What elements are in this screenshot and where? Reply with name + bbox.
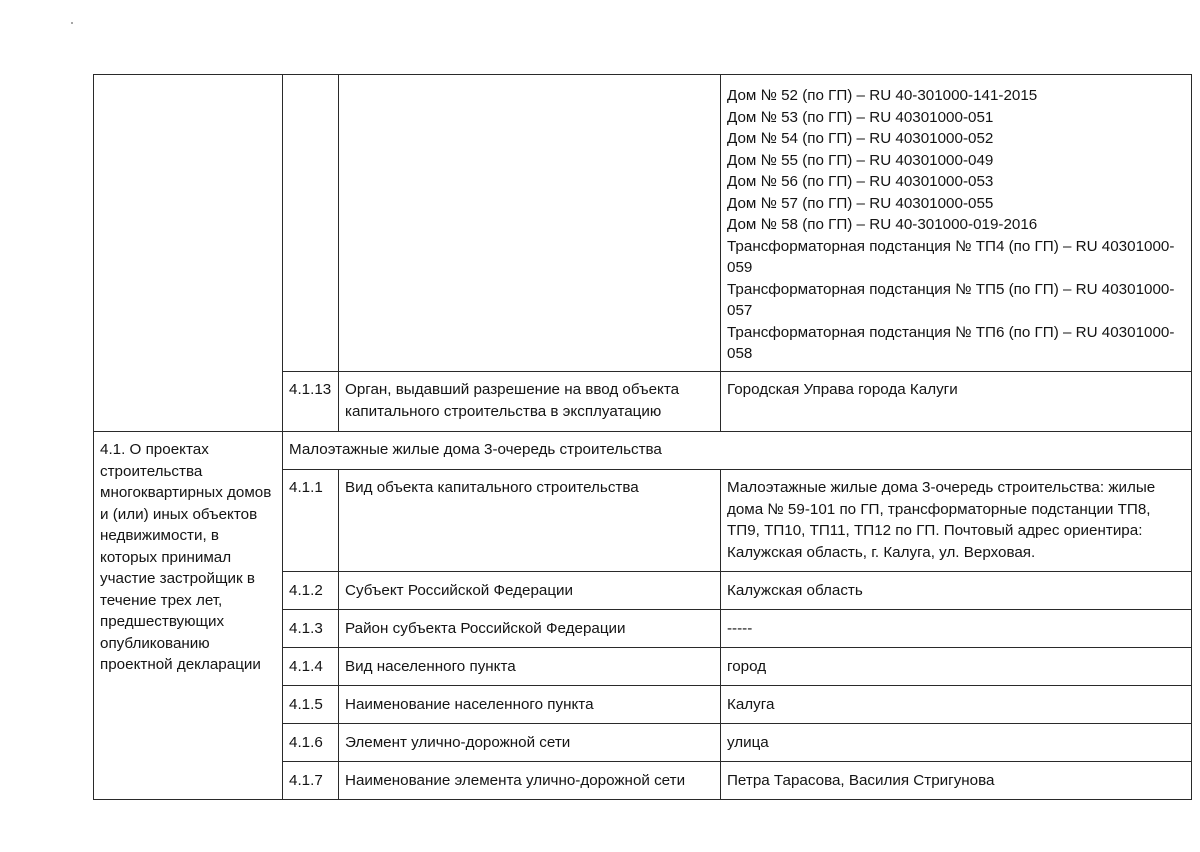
permit-item: Трансформаторная подстанция № ТП5 (по ГП) – RU 40301000-057 [727, 280, 1175, 319]
row-number: 4.1.2 [283, 572, 339, 610]
row-label: Вид объекта капитального строительства [339, 470, 721, 572]
row-label: Субъект Российской Федерации [339, 572, 721, 610]
permit-item: Трансформаторная подстанция № ТП6 (по ГП) – RU 40301000-058 [727, 323, 1175, 362]
row-value: улица [721, 724, 1192, 762]
permit-item: Трансформаторная подстанция № ТП4 (по ГП) – RU 40301000-059 [727, 237, 1175, 276]
section-title-cell [94, 432, 283, 800]
project-declaration-table [93, 74, 1192, 800]
row-value: Калужская область [721, 572, 1192, 610]
row-number: 4.1.6 [283, 724, 339, 762]
permit-item: Дом № 55 (по ГП) – RU 40301000-049 [727, 151, 994, 169]
num-cell-empty [283, 75, 339, 372]
row-value: город [721, 648, 1192, 686]
permit-item: Дом № 56 (по ГП) – RU 40301000-053 [727, 173, 994, 190]
row-label: Орган, выдавший разрешение на ввод объекта капитального строительства в эксплуатацию [339, 372, 721, 432]
permits-continuation-row [94, 75, 1192, 372]
row-label: Район субъекта Российской Федерации [339, 610, 721, 648]
row-number: 4.1.5 [283, 686, 339, 724]
row-label: Элемент улично-дорожной сети [339, 724, 721, 762]
row-value: Калуга [721, 686, 1192, 724]
row-number: 4.1.13 [283, 372, 339, 432]
row-label: Наименование населенного пункта [339, 686, 721, 724]
permit-item: Дом № 54 (по ГП) – RU 40301000-052 [727, 130, 994, 147]
project-subheader: Малоэтажные жилые дома 3-очередь строительства [283, 432, 1192, 470]
scan-speck [71, 22, 73, 24]
row-number: 4.1.4 [283, 648, 339, 686]
section-cell-empty [94, 75, 283, 432]
label-cell-empty [339, 75, 721, 372]
permit-item: Дом № 57 (по ГП) – RU 40301000-055 [727, 194, 994, 212]
section-subheader-row [94, 432, 1192, 470]
row-label: Наименование элемента улично-дорожной сети [339, 762, 721, 800]
section-title: 4.1. О проектах строительства многоквартирных домов и (или) иных объектов недвижимости, в которых принимал участие застройщик в течение трех лет, предшествующих опубликованию проектной декларации [100, 441, 272, 673]
permit-item: Дом № 58 (по ГП) – RU 40-301000-019-2016 [727, 216, 1038, 233]
row-label: Вид населенного пункта [339, 648, 721, 686]
row-value: Петра Тарасова, Василия Стригунова [721, 762, 1192, 800]
row-number: 4.1.7 [283, 762, 339, 800]
row-value: ----- [721, 610, 1192, 648]
permit-item: Дом № 52 (по ГП) – RU 40-301000-141-2015 [727, 87, 1038, 104]
row-number: 4.1.3 [283, 610, 339, 648]
row-value: Малоэтажные жилые дома 3-очередь строительства: жилые дома № 59-101 по ГП, трансформаторные подстанции ТП8, ТП9, ТП10, ТП11, ТП12 по ГП. Почтовый адрес ориентира: Калужская область, г. Калуга, ул. Верховая. [721, 470, 1192, 572]
permits-list-cell [721, 75, 1192, 372]
permit-item: Дом № 53 (по ГП) – RU 40301000-051 [727, 108, 994, 126]
row-number: 4.1.1 [283, 470, 339, 572]
row-value: Городская Управа города Калуги [721, 372, 1192, 432]
